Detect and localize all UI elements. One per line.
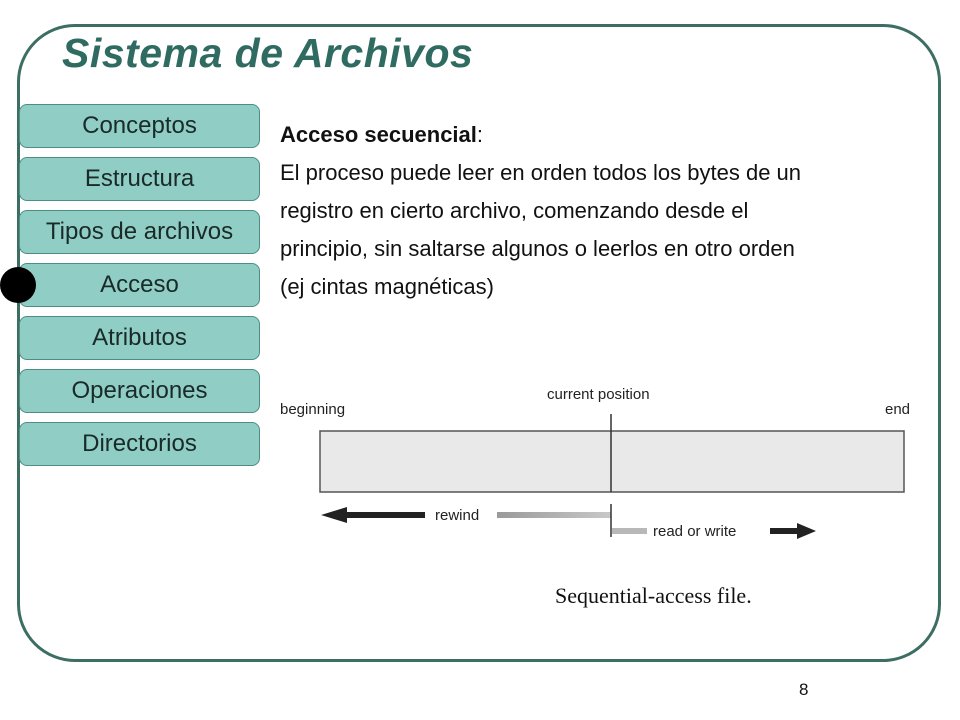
page-number: 8 xyxy=(799,680,809,699)
content-heading-line xyxy=(280,116,920,154)
content-line-4: (ej cintas magnéticas) xyxy=(280,274,494,299)
content-line-1: El proceso puede leer en orden todos los bytes de un xyxy=(280,160,802,185)
nav-item-directorios[interactable]: Directorios xyxy=(19,422,260,466)
nav-item-operaciones[interactable]: Operaciones xyxy=(19,369,260,413)
content-line-2: registro en cierto archivo, comenzando desde el xyxy=(280,198,749,223)
slide-title: Sistema de Archivos xyxy=(62,30,474,76)
sequential-access-diagram xyxy=(275,372,935,622)
file-bar xyxy=(320,431,904,492)
label-read-or-write: read or write xyxy=(653,523,737,540)
nav-item-acceso[interactable]: Acceso xyxy=(19,263,260,307)
label-current-position: current position xyxy=(547,386,650,403)
nav-item-tipos-de-archivos[interactable]: Tipos de archivos xyxy=(19,210,260,254)
content-heading-suffix: : xyxy=(476,122,484,147)
slide-content xyxy=(280,116,920,306)
rewind-arrow-icon xyxy=(321,507,425,523)
label-beginning: beginning xyxy=(280,401,346,418)
read-write-arrow-icon xyxy=(770,523,816,539)
nav-item-conceptos[interactable]: Conceptos xyxy=(19,104,260,148)
rewind-track xyxy=(497,512,611,518)
figure-caption: Sequential-access file. xyxy=(555,583,752,608)
nav-item-atributos[interactable]: Atributos xyxy=(19,316,260,360)
label-end: end xyxy=(885,401,911,418)
content-heading: Acceso secuencial xyxy=(280,122,477,147)
active-item-bullet-icon xyxy=(0,267,36,303)
nav-item-estructura[interactable]: Estructura xyxy=(19,157,260,201)
read-write-track xyxy=(612,528,647,534)
content-line-3: principio, sin saltarse algunos o leerlos en otro orden xyxy=(280,236,795,261)
label-rewind: rewind xyxy=(435,507,480,524)
